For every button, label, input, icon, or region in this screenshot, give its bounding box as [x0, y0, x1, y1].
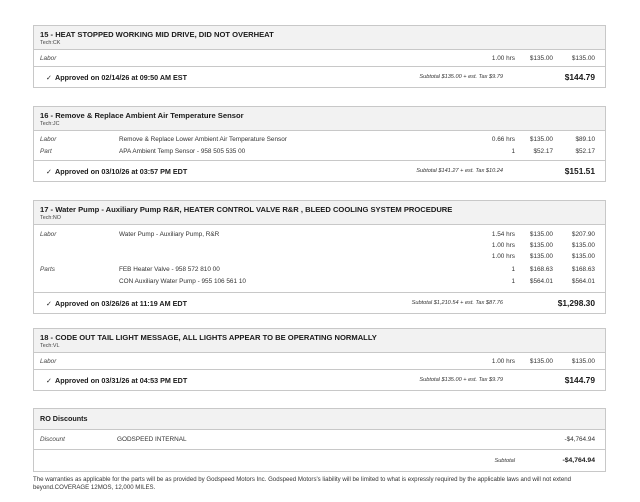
line-type: Labor [40, 55, 57, 62]
discounts-subtotal-amount: -$4,764.94 [562, 457, 595, 464]
line-qty: 1 [511, 266, 515, 273]
line-amount: $135.00 [571, 358, 595, 365]
discounts-title: RO Discounts [40, 414, 88, 423]
job-header [34, 201, 605, 225]
job-card-16 [33, 106, 606, 182]
job-header [34, 107, 605, 131]
line-desc: Water Pump - Auxiliary Pump, R&R [119, 231, 220, 238]
warranty-note: The warranties as applicable for the parts will be as provided by Godspeed Motors Inc. Godspeed Motors's liability will be limited to what is expressly required by the applicable laws and will not extend beyond.COVERAGE 12MOS, 12,000 MILES. [33, 476, 572, 491]
line-amount: $52.17 [575, 148, 595, 155]
discounts-header [34, 409, 605, 430]
job-footer [34, 161, 605, 181]
job-subtotal: Subtotal $141.27 + est. Tax $10.24 [416, 168, 503, 174]
line-rate: $135.00 [529, 358, 553, 365]
job-footer [34, 293, 605, 313]
line-desc: Remove & Replace Lower Ambient Air Temperature Sensor [119, 136, 287, 143]
line-amount: $135.00 [571, 55, 595, 62]
line-qty: 0.66 hrs [491, 136, 515, 143]
job-footer [34, 67, 605, 87]
line-rate: $135.00 [529, 253, 553, 260]
line-qty: 1.00 hrs [491, 358, 515, 365]
line-amount: $135.00 [571, 242, 595, 249]
discounts-subtotal-label: Subtotal [494, 458, 515, 464]
line-amount: $564.01 [571, 278, 595, 285]
ro-discounts-card [33, 408, 606, 472]
discount-amount: -$4,764.94 [564, 436, 595, 443]
check-icon: ✓ [46, 73, 53, 82]
line-amount: $89.10 [575, 136, 595, 143]
check-icon: ✓ [46, 376, 53, 385]
approval-text: Approved on 02/14/26 at 09:50 AM EST [55, 73, 187, 82]
job-lines [34, 353, 605, 370]
job-title: 17 - Water Pump - Auxiliary Pump R&R, HEATER CONTROL VALVE R&R , BLEED COOLING SYSTEM PROCEDURE [40, 205, 453, 214]
line-desc: FEB Heater Valve - 958 572 810 00 [119, 266, 220, 273]
line-rate: $135.00 [529, 136, 553, 143]
job-total: $1,298.30 [557, 298, 595, 308]
line-qty: 1.00 hrs [491, 55, 515, 62]
job-total: $151.51 [564, 166, 595, 176]
job-tech: Tech:CK [40, 40, 61, 46]
approval-text: Approved on 03/31/26 at 04:53 PM EDT [55, 376, 188, 385]
discount-lines [34, 430, 605, 450]
discounts-footer [34, 450, 605, 471]
discount-name: GODSPEED INTERNAL [117, 436, 187, 443]
line-amount: $168.63 [571, 266, 595, 273]
discount-label: Discount [40, 436, 65, 443]
line-qty: 1 [511, 148, 515, 155]
line-rate: $168.63 [529, 266, 553, 273]
job-subtotal: Subtotal $1,210.54 + est. Tax $87.76 [411, 300, 503, 306]
job-tech: Tech:VL [40, 343, 60, 349]
approval-status [46, 167, 187, 176]
line-amount: $135.00 [571, 253, 595, 260]
line-type: Labor [40, 136, 57, 143]
line-type: Parts [40, 266, 55, 273]
job-header [34, 26, 605, 50]
approval-text: Approved on 03/10/26 at 03:57 PM EDT [55, 167, 188, 176]
check-icon: ✓ [46, 167, 53, 176]
approval-status [46, 299, 187, 308]
line-rate: $135.00 [529, 242, 553, 249]
line-rate: $564.01 [529, 278, 553, 285]
line-type: Labor [40, 358, 57, 365]
job-footer [34, 370, 605, 390]
line-qty: 1.54 hrs [491, 231, 515, 238]
approval-status [46, 73, 187, 82]
job-total: $144.79 [564, 72, 595, 82]
job-lines [34, 131, 605, 161]
job-card-18 [33, 328, 606, 391]
job-tech: Tech:JC [40, 121, 60, 127]
approval-text: Approved on 03/26/26 at 11:19 AM EDT [55, 299, 187, 308]
line-type: Labor [40, 231, 57, 238]
job-subtotal: Subtotal $135.00 + est. Tax $9.79 [419, 377, 503, 383]
line-rate: $52.17 [533, 148, 553, 155]
job-lines [34, 225, 605, 293]
line-rate: $135.00 [529, 55, 553, 62]
job-title: 15 - HEAT STOPPED WORKING MID DRIVE, DID NOT OVERHEAT [40, 30, 274, 39]
line-rate: $135.00 [529, 231, 553, 238]
check-icon: ✓ [46, 299, 53, 308]
job-title: 16 - Remove & Replace Ambient Air Temperature Sensor [40, 111, 244, 120]
line-amount: $207.90 [571, 231, 595, 238]
job-card-17 [33, 200, 606, 314]
job-subtotal: Subtotal $135.00 + est. Tax $9.79 [419, 74, 503, 80]
job-title: 18 - CODE OUT TAIL LIGHT MESSAGE, ALL LIGHTS APPEAR TO BE OPERATING NORMALLY [40, 333, 377, 342]
job-total: $144.79 [564, 375, 595, 385]
line-qty: 1 [511, 278, 515, 285]
line-qty: 1.00 hrs [491, 253, 515, 260]
line-desc: APA Ambient Temp Sensor - 958 505 535 00 [119, 148, 246, 155]
line-qty: 1.00 hrs [491, 242, 515, 249]
approval-status [46, 376, 187, 385]
job-tech: Tech:NO [40, 215, 61, 221]
line-desc: CON Auxiliary Water Pump - 955 106 561 10 [119, 278, 246, 285]
line-type: Part [40, 148, 52, 155]
job-header [34, 329, 605, 353]
job-lines [34, 50, 605, 67]
job-card-15 [33, 25, 606, 88]
